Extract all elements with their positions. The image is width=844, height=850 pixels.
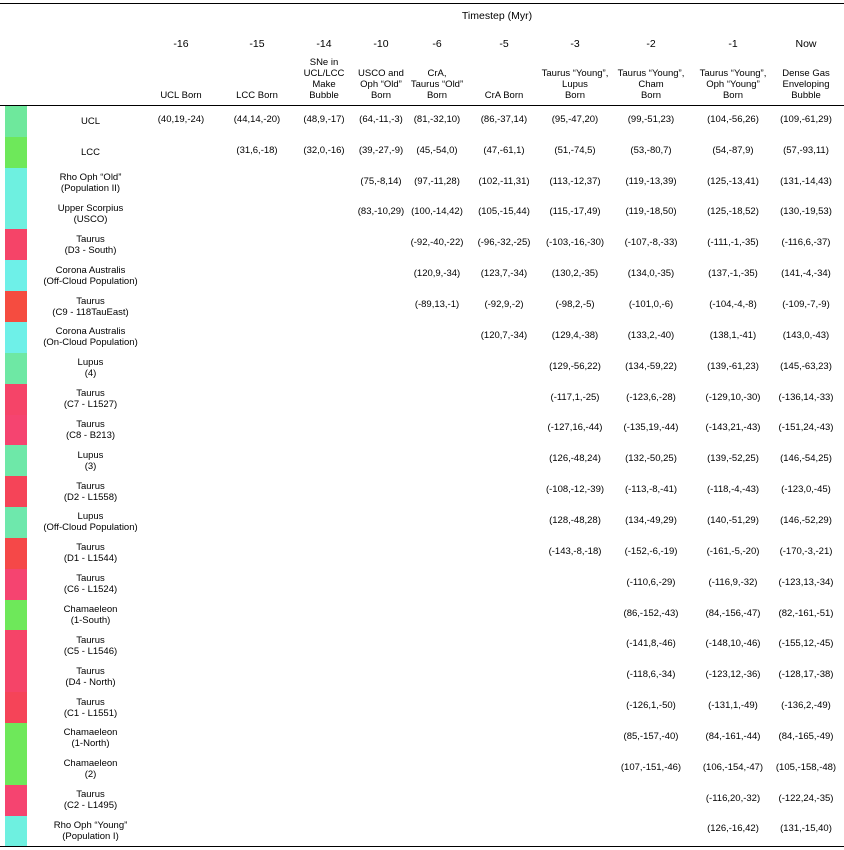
table-row (0, 538, 844, 569)
column-time: -16 (173, 38, 189, 50)
row-label-line: (D3 - South) (64, 244, 117, 256)
row-color-swatch (5, 476, 27, 507)
column-event-line: Taurus “Young”, (617, 68, 685, 79)
table-cell: (83,-10,29) (357, 206, 405, 218)
table-cell: (-103,-16,-30) (545, 237, 605, 249)
table-row (0, 199, 844, 230)
table-cell: (-141,8,-46) (626, 638, 676, 650)
table-top-rule (0, 3, 844, 4)
row-label-line: (1-South) (70, 615, 111, 627)
row-label (28, 789, 153, 811)
table-cell: (51,-74,5) (554, 144, 596, 156)
table-cell: (-129,10,-30) (705, 391, 761, 403)
table-cell: (-92,-40,-22) (410, 237, 464, 249)
row-label (28, 203, 153, 225)
row-label-line: (Population I) (62, 830, 119, 842)
table-cell: (129,4,-38) (551, 329, 599, 341)
table-cell: (32,0,-16) (303, 144, 345, 156)
row-label (28, 326, 153, 348)
column-event-line: CrA Born (484, 90, 524, 101)
row-label-line: Taurus (76, 789, 105, 801)
table-cell: (134,-49,29) (625, 514, 677, 526)
row-label-line: (C7 - L1527) (63, 399, 118, 411)
row-label (28, 116, 153, 127)
column-event-line: Enveloping (782, 79, 830, 90)
row-label-line: Taurus (76, 295, 105, 307)
table-cell: (-117,1,-25) (550, 391, 600, 403)
column-event (294, 57, 354, 101)
table-row (0, 754, 844, 785)
row-color-swatch (5, 168, 27, 199)
table-row (0, 229, 844, 260)
row-label (28, 265, 153, 287)
row-label-line: (2) (84, 769, 97, 781)
column-event (407, 68, 467, 101)
row-color-swatch (5, 322, 27, 353)
table-cell: (141,-4,-34) (781, 268, 831, 280)
column-event (469, 90, 539, 101)
table-cell: (139,-52,25) (707, 453, 759, 465)
table-row (0, 353, 844, 384)
table-cell: (-98,2,-5) (555, 299, 595, 311)
column-event-line: Dense Gas (782, 68, 830, 79)
row-label-line: Taurus (76, 388, 105, 400)
table-cell: (119,-18,50) (625, 206, 677, 218)
table-cell: (115,-17,49) (549, 206, 601, 218)
row-label (28, 357, 153, 379)
table-cell: (-152,-6,-19) (624, 545, 678, 557)
column-event-line: LCC Born (236, 90, 278, 101)
table-row (0, 137, 844, 168)
column-time: -1 (728, 38, 738, 50)
column-event-line: Taurus “Young”, (699, 68, 767, 79)
row-label (28, 172, 153, 194)
row-label (28, 450, 153, 472)
column-time: -5 (499, 38, 509, 50)
table-cell: (-131,1,-49) (708, 700, 758, 712)
table-cell: (54,-87,9) (712, 144, 754, 156)
row-label-line: (3) (84, 460, 97, 472)
column-event-line: Bubble (791, 90, 821, 101)
column-event-line: SNe in (309, 57, 339, 68)
column-time: -2 (646, 38, 656, 50)
row-color-swatch (5, 785, 27, 816)
table-cell: (86,-37,14) (480, 113, 528, 125)
table-cell: (53,-80,7) (630, 144, 672, 156)
table-cell: (-118,-4,-43) (706, 484, 760, 496)
row-label-line: Taurus (76, 233, 105, 245)
table-cell: (134,-59,22) (625, 360, 677, 372)
table-row (0, 168, 844, 199)
table-cell: (138,1,-41) (709, 329, 757, 341)
row-label-line: (On-Cloud Population) (43, 337, 138, 349)
row-label-line: (C9 - 118TauEast) (52, 306, 129, 318)
row-label-line: Chamaeleon (63, 604, 118, 616)
table-cell: (-111,-1,-35) (707, 237, 759, 249)
row-color-swatch (5, 538, 27, 569)
row-color-swatch (5, 260, 27, 291)
row-label-line: Lupus (77, 449, 104, 461)
column-time: -6 (432, 38, 442, 50)
table-cell: (134,0,-35) (627, 268, 675, 280)
table-row (0, 816, 844, 847)
table-row (0, 723, 844, 754)
table-cell: (146,-54,25) (780, 453, 832, 465)
column-event-line: Bubble (309, 90, 339, 101)
table-row (0, 476, 844, 507)
table-cell: (-108,-12,-39) (545, 484, 605, 496)
column-event (535, 68, 615, 101)
table-cell: (140,-51,29) (707, 514, 759, 526)
column-event-line: USCO and (358, 68, 404, 79)
table-cell: (-170,-3,-21) (779, 545, 833, 557)
table-cell: (-89,13,-1) (414, 299, 460, 311)
table-row (0, 507, 844, 538)
row-label-line: (C5 - L1546) (63, 645, 118, 657)
column-event (611, 68, 691, 101)
row-color-swatch (5, 569, 27, 600)
table-cell: (99,-51,23) (627, 113, 675, 125)
table-cell: (132,-50,25) (625, 453, 677, 465)
table-cell: (113,-12,37) (549, 175, 601, 187)
table-cell: (-116,9,-32) (708, 576, 758, 588)
row-label-line: (Off-Cloud Population) (43, 275, 138, 287)
table-cell: (64,-11,-3) (359, 113, 403, 125)
row-label-line: Taurus (76, 665, 105, 677)
row-color-swatch (5, 600, 27, 631)
table-row (0, 415, 844, 446)
table-cell: (-92,9,-2) (484, 299, 524, 311)
table-row (0, 661, 844, 692)
row-label (28, 573, 153, 595)
table-cell: (131,-14,43) (780, 175, 832, 187)
table-cell: (40,19,-24) (157, 113, 205, 125)
row-label-line: (D2 - L1558) (63, 491, 118, 503)
table-cell: (84,-161,-44) (705, 730, 761, 742)
table-cell: (109,-61,29) (780, 113, 832, 125)
row-label (28, 388, 153, 410)
table-cell: (84,-165,-49) (778, 730, 834, 742)
column-event-line: Born (564, 90, 586, 101)
row-label-line: Corona Australis (55, 264, 126, 276)
row-label-line: Upper Scorpius (57, 202, 124, 214)
table-cell: (44,14,-20) (233, 113, 281, 125)
table-cell: (104,-56,26) (707, 113, 759, 125)
row-label-line: (C8 - B213) (65, 429, 116, 441)
row-label (28, 542, 153, 564)
table-cell: (-151,24,-43) (778, 422, 834, 434)
table-cell: (81,-32,10) (413, 113, 461, 125)
table-cell: (86,-152,-43) (623, 607, 679, 619)
row-color-swatch (5, 507, 27, 538)
row-label-line: (C2 - L1495) (63, 800, 118, 812)
row-label-line: Corona Australis (55, 326, 126, 338)
row-label-line: Lupus (77, 511, 104, 523)
row-color-swatch (5, 723, 27, 754)
column-event-line: Make (312, 79, 336, 90)
column-event-line: Born (370, 90, 392, 101)
row-label-line: Rho Oph “Young” (53, 819, 128, 831)
table-row (0, 569, 844, 600)
column-time: -10 (373, 38, 389, 50)
row-label (28, 481, 153, 503)
table-cell: (85,-157,-40) (623, 730, 679, 742)
row-label-line: LCC (80, 146, 100, 158)
column-event-line: Taurus “Young”, (541, 68, 609, 79)
column-event-line: Born (722, 90, 744, 101)
column-event (352, 68, 410, 101)
table-cell: (-118,6,-34) (626, 669, 676, 681)
table-cell: (129,-56,22) (549, 360, 601, 372)
table-cell: (39,-27,-9) (358, 144, 404, 156)
column-event (222, 90, 292, 101)
row-label (28, 147, 153, 158)
table-cell: (106,-154,-47) (702, 761, 764, 773)
column-event-line: Born (640, 90, 662, 101)
table-row (0, 322, 844, 353)
table-cell: (137,-1,-35) (708, 268, 758, 280)
table-cell: (-101,0,-6) (628, 299, 674, 311)
row-label-line: UCL (80, 115, 100, 127)
row-color-swatch (5, 291, 27, 322)
table-cell: (47,-61,1) (483, 144, 525, 156)
row-label (28, 820, 153, 842)
table-cell: (123,7,-34) (480, 268, 528, 280)
table-cell: (-136,2,-49) (781, 700, 831, 712)
row-color-swatch (5, 384, 27, 415)
table-cell: (125,-13,41) (707, 175, 759, 187)
table-cell: (-107,-8,-33) (624, 237, 678, 249)
table-cell: (105,-15,44) (478, 206, 530, 218)
row-label-line: Chamaeleon (63, 758, 118, 770)
table-cell: (-155,12,-45) (778, 638, 834, 650)
table-cell: (-143,-8,-18) (548, 545, 602, 557)
table-bottom-rule (0, 846, 844, 847)
table-cell: (131,-15,40) (780, 823, 832, 835)
table-cell: (-143,21,-43) (705, 422, 761, 434)
row-label-line: (1-North) (71, 738, 110, 750)
table-cell: (125,-18,52) (707, 206, 759, 218)
column-event-line: Taurus “Old” (410, 79, 464, 90)
table-cell: (-113,-8,-41) (624, 484, 678, 496)
table-row (0, 260, 844, 291)
table-row (0, 384, 844, 415)
row-label-line: Taurus (76, 418, 105, 430)
row-label-line: (4) (84, 368, 97, 380)
column-time: -14 (316, 38, 332, 50)
row-label-line: Chamaeleon (63, 727, 118, 739)
row-label-line: (D1 - L1544) (63, 553, 118, 565)
row-label (28, 758, 153, 780)
table-cell: (-123,0,-45) (781, 484, 831, 496)
column-event-line: Lupus (562, 79, 588, 90)
table-row (0, 445, 844, 476)
row-color-swatch (5, 661, 27, 692)
table-cell: (-148,10,-46) (705, 638, 761, 650)
row-label-line: (D4 - North) (65, 676, 116, 688)
table-cell: (-136,14,-33) (778, 391, 834, 403)
table-cell: (-104,-4,-8) (709, 299, 757, 311)
row-label-line: (C6 - L1524) (63, 584, 118, 596)
row-color-swatch (5, 353, 27, 384)
table-cell: (-122,24,-35) (778, 792, 834, 804)
table-cell: (130,2,-35) (551, 268, 599, 280)
row-label (28, 635, 153, 657)
row-color-swatch (5, 754, 27, 785)
table-cell: (75,-8,14) (360, 175, 402, 187)
table-cell: (-110,6,-29) (626, 576, 676, 588)
column-event-line: Oph “Old” (360, 79, 402, 90)
table-cell: (-116,20,-32) (705, 792, 761, 804)
table-cell: (-127,16,-44) (547, 422, 603, 434)
table-cell: (107,-151,-46) (620, 761, 682, 773)
row-label (28, 234, 153, 256)
table-cell: (133,2,-40) (627, 329, 675, 341)
table-cell: (31,6,-18) (236, 144, 278, 156)
row-color-swatch (5, 816, 27, 847)
table-cell: (-123,6,-28) (626, 391, 676, 403)
table-cell: (105,-158,-48) (775, 761, 837, 773)
row-color-swatch (5, 106, 27, 137)
row-color-swatch (5, 415, 27, 446)
table-cell: (128,-48,28) (549, 514, 601, 526)
row-label-line: Taurus (76, 573, 105, 585)
table-cell: (-96,-32,-25) (477, 237, 531, 249)
row-color-swatch (5, 445, 27, 476)
row-label (28, 604, 153, 626)
table-cell: (119,-13,39) (625, 175, 677, 187)
table-cell: (120,9,-34) (413, 268, 461, 280)
row-label (28, 419, 153, 441)
table-cell: (-128,17,-38) (778, 669, 834, 681)
table-cell: (126,-16,42) (707, 823, 759, 835)
table-cell: (57,-93,11) (783, 144, 829, 156)
table-cell: (126,-48,24) (549, 453, 601, 465)
table-cell: (146,-52,29) (780, 514, 832, 526)
table-cell: (139,-61,23) (707, 360, 759, 372)
column-time: -15 (249, 38, 265, 50)
column-time: -3 (570, 38, 580, 50)
table-cell: (82,-161,-51) (778, 607, 834, 619)
table-row (0, 630, 844, 661)
row-label-line: (Population II) (60, 183, 121, 195)
table-cell: (84,-156,-47) (705, 607, 761, 619)
column-event-line: UCL/LCC (303, 68, 345, 79)
table-row (0, 692, 844, 723)
row-label (28, 296, 153, 318)
table-cell: (97,-11,28) (414, 175, 460, 187)
row-label-line: Rho Oph “Old” (59, 172, 122, 184)
table-cell: (48,9,-17) (303, 113, 345, 125)
table-cell: (-126,1,-50) (626, 700, 676, 712)
row-label-line: Taurus (76, 480, 105, 492)
column-event (770, 68, 842, 101)
row-label-line: (USCO) (73, 213, 108, 225)
table-cell: (145,-63,23) (780, 360, 832, 372)
column-event (146, 90, 216, 101)
table-cell: (100,-14,42) (411, 206, 463, 218)
table-cell: (95,-47,20) (551, 113, 599, 125)
table-cell: (-116,6,-37) (781, 237, 831, 249)
row-label-line: Lupus (77, 357, 104, 369)
row-color-swatch (5, 630, 27, 661)
table-row (0, 600, 844, 631)
table-cell: (-161,-5,-20) (706, 545, 760, 557)
row-color-swatch (5, 199, 27, 230)
table-cell: (130,-19,53) (780, 206, 832, 218)
column-event-line: UCL Born (160, 90, 202, 101)
table-cell: (102,-11,31) (478, 175, 530, 187)
timestep-axis-title: Timestep (Myr) (461, 10, 533, 22)
table-cell: (-123,12,-36) (705, 669, 761, 681)
column-time: Now (795, 38, 817, 50)
row-label (28, 697, 153, 719)
row-color-swatch (5, 229, 27, 260)
column-event-line: Cham (638, 79, 664, 90)
table-cell: (45,-54,0) (416, 144, 458, 156)
table-cell: (-135,19,-44) (623, 422, 679, 434)
row-label-line: (Off-Cloud Population) (43, 522, 138, 534)
column-event (693, 68, 773, 101)
column-event-line: Oph “Young” (706, 79, 760, 90)
row-label (28, 511, 153, 533)
row-label-line: Taurus (76, 696, 105, 708)
table-row (0, 291, 844, 322)
table-cell: (120,7,-34) (480, 329, 528, 341)
table-cell: (-123,13,-34) (778, 576, 834, 588)
row-label (28, 666, 153, 688)
row-color-swatch (5, 137, 27, 168)
column-event-line: CrA, (427, 68, 447, 79)
row-label (28, 727, 153, 749)
row-label-line: Taurus (76, 542, 105, 554)
table-cell: (143,0,-43) (782, 329, 830, 341)
table-row (0, 785, 844, 816)
row-color-swatch (5, 692, 27, 723)
table-cell: (-109,-7,-9) (782, 299, 830, 311)
table-row (0, 106, 844, 137)
row-label-line: Taurus (76, 634, 105, 646)
column-event-line: Born (426, 90, 448, 101)
row-label-line: (C1 - L1551) (63, 707, 118, 719)
